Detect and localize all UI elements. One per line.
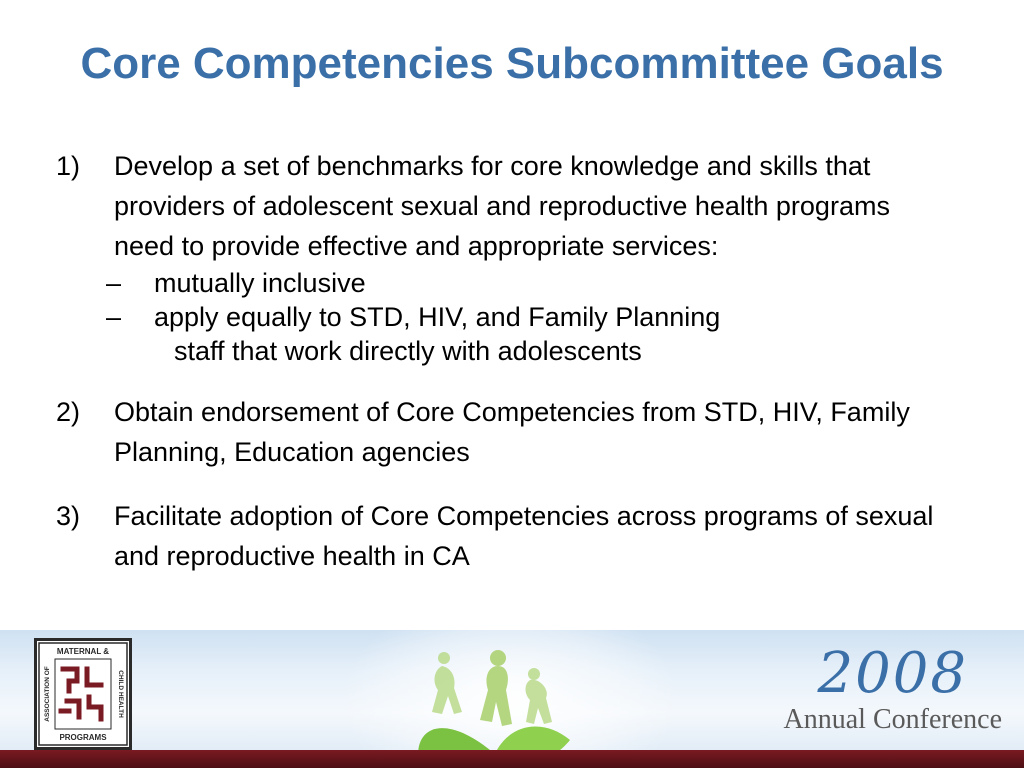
- amchp-logo-icon: [37, 641, 129, 747]
- amchp-logo: [34, 638, 132, 750]
- goal-number: 3): [56, 501, 81, 531]
- spacer: [56, 472, 956, 496]
- slide-title: Core Competencies Subcommittee Goals: [80, 39, 944, 88]
- sub-item-text: mutually inclusive: [154, 268, 366, 298]
- sub-item-2: [106, 300, 956, 368]
- goal-text: Obtain endorsement of Core Competencies from STD, HIV, Family Planning, Education agencies: [114, 397, 910, 467]
- goal-text: Develop a set of benchmarks for core knowledge and skills that providers of adolescent sexual and reproductive health programs need to provide effective and appropriate services:: [114, 151, 890, 261]
- goal-item-2: [56, 392, 956, 472]
- dash-bullet: –: [106, 302, 122, 332]
- goal-item-3: [56, 496, 956, 576]
- logo-child-health-text: CHILD HEALTH: [117, 670, 124, 718]
- spacer: [56, 368, 956, 392]
- conference-year: 2008: [817, 641, 968, 706]
- child-figure-icon: [432, 666, 462, 714]
- banner-bottom-bar: [0, 750, 1024, 768]
- logo-association-text: ASSOCIATION OF: [44, 666, 51, 722]
- logo-programs-text: PROGRAMS: [59, 733, 107, 742]
- adult-figure-icon: [480, 666, 512, 726]
- goal-number: 1): [56, 151, 81, 181]
- dash-bullet: –: [106, 268, 122, 298]
- conference-label: Annual Conference: [783, 704, 1002, 735]
- sub-item-1: [106, 266, 956, 300]
- sub-item-text: [154, 300, 956, 368]
- small-child-figure-icon: [526, 680, 553, 724]
- conference-branding: [742, 641, 1002, 754]
- conference-banner: [0, 630, 1024, 768]
- goal-text: Facilitate adoption of Core Competencies across programs of sexual and reproductive health in CA: [114, 501, 934, 571]
- goal-item-1: [56, 146, 956, 266]
- logo-maternal-text: MATERNAL &: [56, 647, 110, 656]
- sub-item-continuation: staff that work directly with adolescents: [174, 336, 642, 366]
- sub-item-line: apply equally to STD, HIV, and Family Planning: [154, 302, 721, 332]
- family-leaves-illustration: [380, 630, 600, 768]
- goal-number: 2): [56, 397, 81, 427]
- goals-list: [56, 146, 956, 576]
